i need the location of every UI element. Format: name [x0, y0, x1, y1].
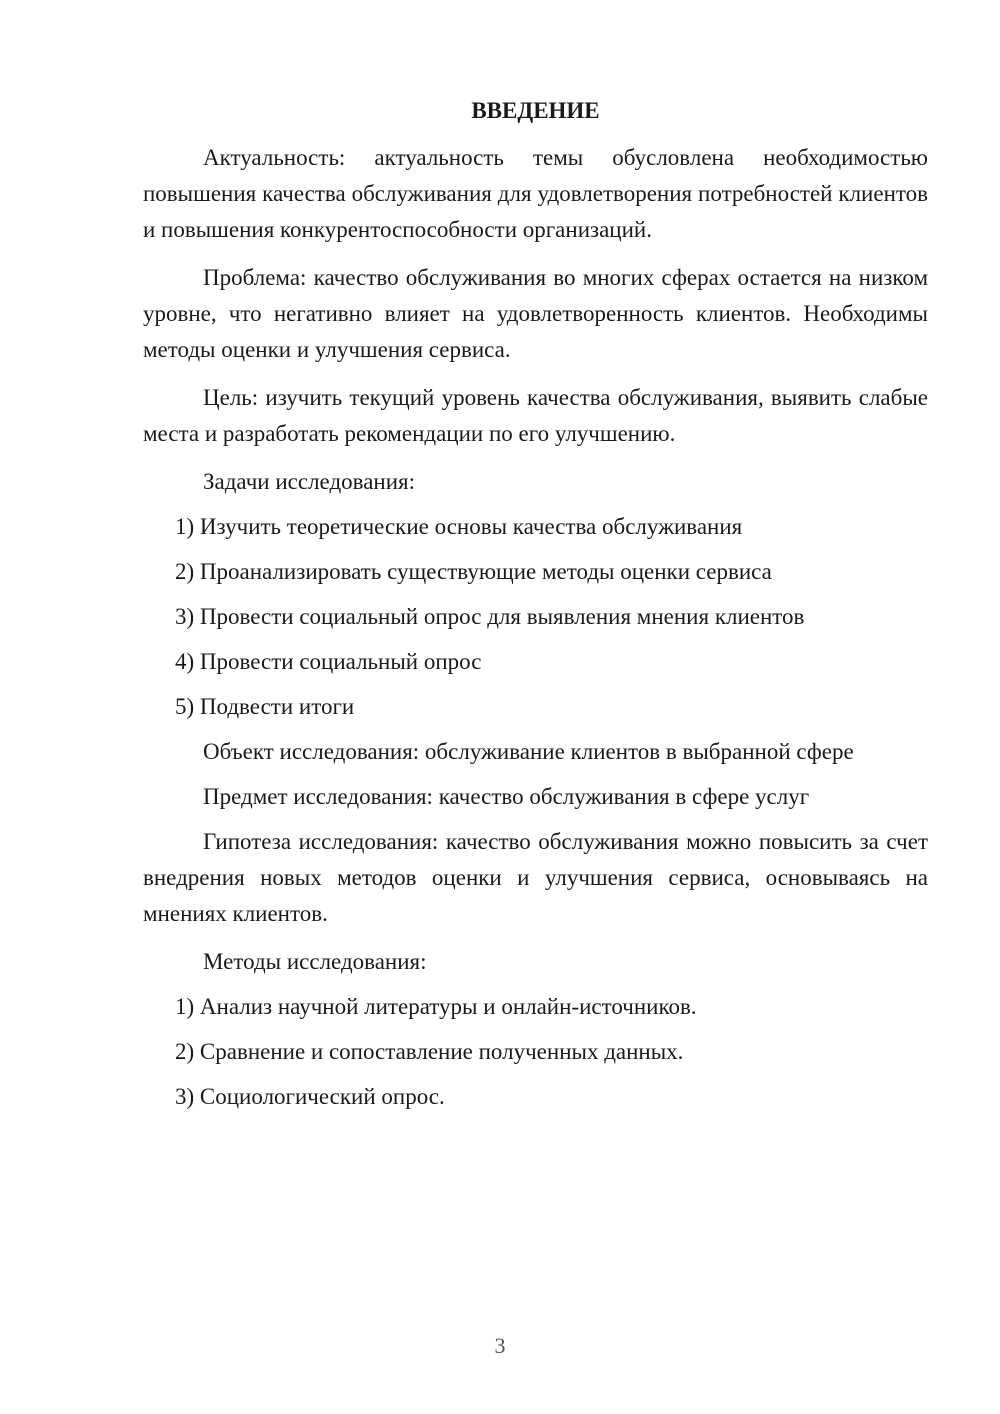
list-item: 5) Подвести итоги [175, 694, 355, 719]
relevance-paragraph: Актуальность: актуальность темы обусловлена необходимостью повышения качества обслуживания для удовлетворения потребностей клиентов и повышения конкурентоспособности организаций. [143, 145, 928, 242]
page-number: 3 [494, 1333, 506, 1358]
methods-heading: Методы исследования: [203, 949, 427, 974]
list-item: 4) Провести социальный опрос [175, 649, 482, 674]
methods-list [143, 989, 928, 1115]
list-item: 2) Сравнение и сопоставление полученных данных. [175, 1039, 684, 1064]
goal-paragraph: Цель: изучить текущий уровень качества обслуживания, выявить слабые места и разработать рекомендации по его улучшению. [143, 385, 928, 446]
subject-line: Предмет исследования: качество обслуживания в сфере услуг [203, 784, 810, 809]
hypothesis-paragraph: Гипотеза исследования: качество обслуживания можно повысить за счет внедрения новых методов оценки и улучшения сервиса, основываясь на мнениях клиентов. [143, 829, 928, 926]
list-item: 2) Проанализировать существующие методы оценки сервиса [175, 559, 772, 584]
object-line: Объект исследования: обслуживание клиентов в выбранной сфере [203, 739, 854, 764]
list-item: 1) Изучить теоретические основы качества обслуживания [175, 514, 743, 539]
problem-paragraph: Проблема: качество обслуживания во многих сферах остается на низком уровне, что негативно влияет на удовлетворенность клиентов. Необходимы методы оценки и улучшения сервиса. [143, 265, 928, 362]
list-item: 1) Анализ научной литературы и онлайн-источников. [175, 994, 697, 1019]
list-item: 3) Социологический опрос. [175, 1084, 445, 1109]
tasks-heading: Задачи исследования: [203, 469, 416, 494]
page-content [143, 96, 928, 1124]
tasks-list [143, 509, 928, 725]
page-title: ВВЕДЕНИЕ [471, 98, 600, 123]
list-item: 3) Провести социальный опрос для выявления мнения клиентов [175, 604, 805, 629]
